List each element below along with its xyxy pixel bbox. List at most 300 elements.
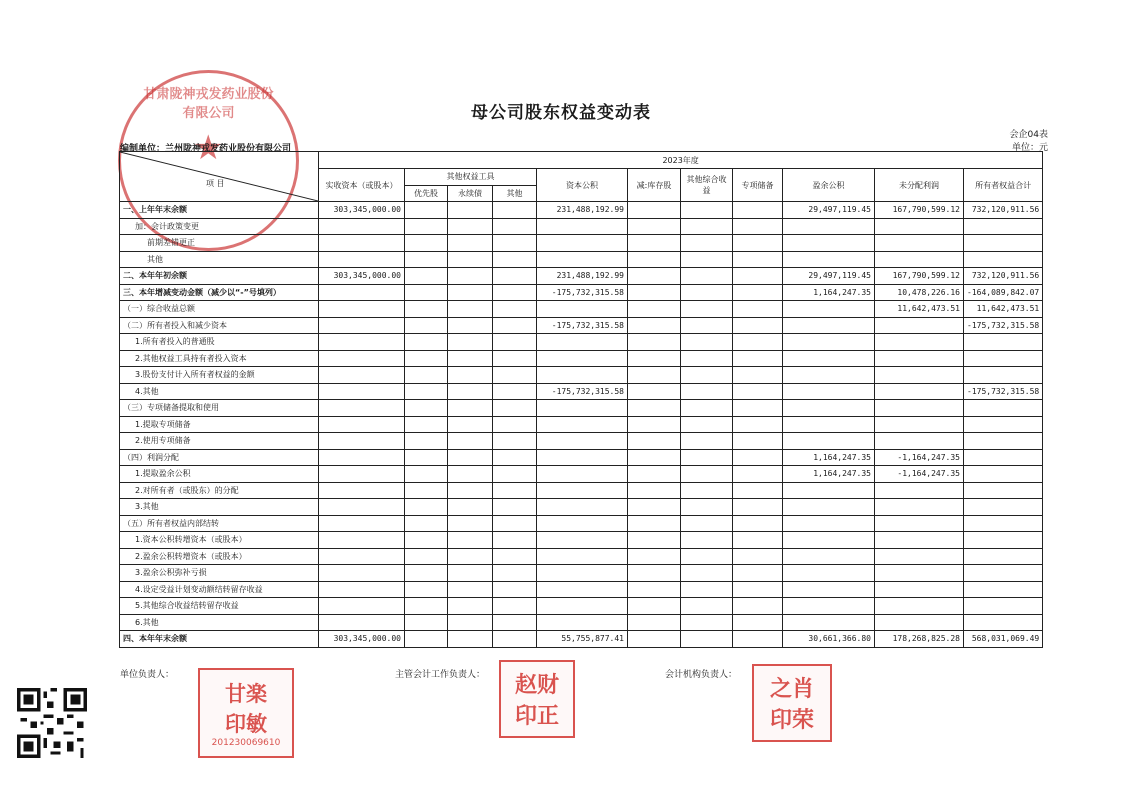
cell-oth — [493, 548, 537, 565]
signature-stamp-2 — [499, 660, 575, 738]
cell-retained — [875, 581, 964, 598]
cell-special — [733, 482, 783, 499]
cell-total — [964, 598, 1043, 615]
cell-cap — [537, 548, 628, 565]
cell-surplus — [783, 548, 875, 565]
cell-oci — [681, 499, 733, 516]
cell-perp — [448, 499, 493, 516]
cell-special — [733, 499, 783, 516]
cell-oth — [493, 400, 537, 417]
cell-perp — [448, 466, 493, 483]
cell-retained — [875, 317, 964, 334]
cell-pref — [405, 499, 448, 516]
cell-paid — [319, 515, 405, 532]
row-label: 3.其他 — [120, 499, 319, 516]
cell-oth — [493, 482, 537, 499]
table-row — [120, 548, 1043, 565]
cell-total — [964, 334, 1043, 351]
cell-perp — [448, 581, 493, 598]
cell-oci — [681, 268, 733, 285]
cell-surplus — [783, 383, 875, 400]
cell-surplus — [783, 433, 875, 450]
cell-retained: -1,164,247.35 — [875, 449, 964, 466]
cell-retained: 11,642,473.51 — [875, 301, 964, 318]
cell-oci — [681, 548, 733, 565]
cell-cap: -175,732,315.58 — [537, 383, 628, 400]
cell-oth — [493, 334, 537, 351]
cell-perp — [448, 202, 493, 219]
cell-retained — [875, 218, 964, 235]
cell-perp — [448, 251, 493, 268]
cell-cap — [537, 235, 628, 252]
cell-perp — [448, 218, 493, 235]
cell-paid: 303,345,000.00 — [319, 631, 405, 648]
cell-surplus — [783, 317, 875, 334]
cell-paid — [319, 581, 405, 598]
cell-cap: 231,488,192.99 — [537, 202, 628, 219]
treasury-header: 减:库存股 — [628, 169, 681, 202]
cell-pref — [405, 251, 448, 268]
cell-paid — [319, 416, 405, 433]
cell-oci — [681, 400, 733, 417]
cell-oci — [681, 598, 733, 615]
cell-perp — [448, 631, 493, 648]
cell-retained — [875, 433, 964, 450]
stamp-1-line-2: 印敏 — [225, 712, 267, 736]
cell-paid — [319, 548, 405, 565]
cell-paid — [319, 449, 405, 466]
paid-in-header: 实收资本（或股本） — [319, 169, 405, 202]
cell-pref — [405, 598, 448, 615]
cell-paid — [319, 383, 405, 400]
cell-retained — [875, 565, 964, 582]
cell-oth — [493, 367, 537, 384]
cell-surplus — [783, 482, 875, 499]
stamp-1-line-3: 201230069610 — [211, 738, 281, 748]
cell-cap — [537, 449, 628, 466]
cell-cap — [537, 301, 628, 318]
org-label: 编制单位：兰州陇神戎发药业股份有限公司 — [120, 144, 292, 154]
cell-perp — [448, 350, 493, 367]
cell-pref — [405, 284, 448, 301]
cell-retained — [875, 598, 964, 615]
cell-surplus — [783, 614, 875, 631]
cell-pref — [405, 548, 448, 565]
cell-pref — [405, 268, 448, 285]
table-row — [120, 433, 1043, 450]
cell-retained: -1,164,247.35 — [875, 466, 964, 483]
cell-pref — [405, 350, 448, 367]
cell-total: 732,120,911.56 — [964, 268, 1043, 285]
special-reserve-header: 专项储备 — [733, 169, 783, 202]
other-header: 其他 — [493, 185, 537, 202]
cell-treas — [628, 631, 681, 648]
cell-special — [733, 548, 783, 565]
row-label: 6.其他 — [120, 614, 319, 631]
cell-pref — [405, 614, 448, 631]
stamp-2-line-1: 赵财 — [514, 673, 559, 698]
cell-paid — [319, 334, 405, 351]
table-row — [120, 482, 1043, 499]
table-row — [120, 581, 1043, 598]
cell-cap — [537, 466, 628, 483]
cell-oci — [681, 515, 733, 532]
cell-special — [733, 631, 783, 648]
table-row — [120, 532, 1043, 549]
cell-perp — [448, 532, 493, 549]
cell-cap — [537, 400, 628, 417]
unit-head-label: 单位负责人： — [120, 670, 175, 680]
cell-total: 11,642,473.51 — [964, 301, 1043, 318]
cell-treas — [628, 499, 681, 516]
table-row — [120, 631, 1043, 648]
cell-cap — [537, 334, 628, 351]
total-header: 所有者权益合计 — [964, 169, 1043, 202]
cell-total: -175,732,315.58 — [964, 383, 1043, 400]
cell-special — [733, 515, 783, 532]
perpetual-header: 永续债 — [448, 185, 493, 202]
cell-oci — [681, 367, 733, 384]
cell-cap — [537, 499, 628, 516]
stamp-3-line-1: 之肖 — [769, 677, 814, 702]
cell-perp — [448, 433, 493, 450]
cell-special — [733, 598, 783, 615]
table-row — [120, 449, 1043, 466]
cell-oci — [681, 251, 733, 268]
cell-oth — [493, 581, 537, 598]
cell-surplus: 1,164,247.35 — [783, 449, 875, 466]
other-equity-header: 其他权益工具 — [405, 169, 537, 186]
row-label: 1.提取盈余公积 — [120, 466, 319, 483]
cell-retained: 178,268,825.28 — [875, 631, 964, 648]
table-row — [120, 301, 1043, 318]
cell-retained — [875, 334, 964, 351]
cell-treas — [628, 449, 681, 466]
cell-surplus — [783, 350, 875, 367]
cell-oci — [681, 433, 733, 450]
cell-paid — [319, 499, 405, 516]
cell-total — [964, 367, 1043, 384]
equity-change-table — [119, 151, 1043, 648]
cell-oth — [493, 202, 537, 219]
cell-treas — [628, 515, 681, 532]
row-label: （一）综合收益总额 — [120, 301, 319, 318]
table-row — [120, 565, 1043, 582]
cell-treas — [628, 284, 681, 301]
table-row — [120, 466, 1043, 483]
cell-perp — [448, 268, 493, 285]
cell-pref — [405, 301, 448, 318]
cell-cap — [537, 482, 628, 499]
cell-cap — [537, 565, 628, 582]
cell-total — [964, 614, 1043, 631]
cell-treas — [628, 416, 681, 433]
cell-total — [964, 515, 1043, 532]
row-label: （二）所有者投入和减少资本 — [120, 317, 319, 334]
cell-treas — [628, 202, 681, 219]
cell-paid — [319, 433, 405, 450]
table-row — [120, 284, 1043, 301]
cell-retained: 167,790,599.12 — [875, 202, 964, 219]
cell-oci — [681, 235, 733, 252]
cell-treas — [628, 268, 681, 285]
table-body — [120, 202, 1043, 648]
cell-paid — [319, 400, 405, 417]
stamp-3-line-2: 印荣 — [769, 708, 814, 733]
row-label: 2.盈余公积转增资本（或股本） — [120, 548, 319, 565]
cell-oth — [493, 598, 537, 615]
cell-pref — [405, 202, 448, 219]
cell-paid — [319, 614, 405, 631]
cell-paid — [319, 251, 405, 268]
cell-oth — [493, 565, 537, 582]
cell-perp — [448, 482, 493, 499]
cell-oth — [493, 631, 537, 648]
unit-label: 单位：元 — [1011, 143, 1048, 153]
cell-oci — [681, 334, 733, 351]
cell-oth — [493, 350, 537, 367]
cell-total: -164,089,842.07 — [964, 284, 1043, 301]
cell-total — [964, 532, 1043, 549]
row-label: 4.设定受益计划变动额结转留存收益 — [120, 581, 319, 598]
cell-treas — [628, 218, 681, 235]
cell-special — [733, 416, 783, 433]
table-row — [120, 235, 1043, 252]
cell-surplus: 29,497,119.45 — [783, 202, 875, 219]
cell-perp — [448, 614, 493, 631]
cell-perp — [448, 284, 493, 301]
cell-cap — [537, 598, 628, 615]
cell-surplus — [783, 565, 875, 582]
cell-special — [733, 367, 783, 384]
cell-retained — [875, 515, 964, 532]
cell-treas — [628, 598, 681, 615]
cell-special — [733, 268, 783, 285]
cell-treas — [628, 317, 681, 334]
table-row — [120, 268, 1043, 285]
cell-surplus — [783, 416, 875, 433]
cell-retained — [875, 383, 964, 400]
cell-surplus — [783, 515, 875, 532]
cell-treas — [628, 581, 681, 598]
cell-pref — [405, 581, 448, 598]
cell-paid — [319, 317, 405, 334]
cell-surplus — [783, 367, 875, 384]
cell-total — [964, 581, 1043, 598]
row-label: （四）利润分配 — [120, 449, 319, 466]
cell-retained: 167,790,599.12 — [875, 268, 964, 285]
cell-perp — [448, 400, 493, 417]
cell-retained — [875, 235, 964, 252]
page-title: 母公司股东权益变动表 — [471, 103, 651, 123]
cell-pref — [405, 482, 448, 499]
cell-treas — [628, 614, 681, 631]
cell-surplus: 1,164,247.35 — [783, 284, 875, 301]
row-label: 其他 — [120, 251, 319, 268]
cell-oci — [681, 614, 733, 631]
cell-paid — [319, 565, 405, 582]
cell-oci — [681, 218, 733, 235]
table-row — [120, 515, 1043, 532]
cell-retained: 10,478,226.16 — [875, 284, 964, 301]
cell-perp — [448, 548, 493, 565]
cell-special — [733, 284, 783, 301]
cell-oth — [493, 499, 537, 516]
cell-special — [733, 614, 783, 631]
table-row — [120, 416, 1043, 433]
cell-pref — [405, 631, 448, 648]
cell-total — [964, 548, 1043, 565]
stamp-2-line-2: 印正 — [514, 704, 559, 729]
row-label: 2.使用专项储备 — [120, 433, 319, 450]
cell-retained — [875, 367, 964, 384]
cell-perp — [448, 367, 493, 384]
cell-surplus — [783, 581, 875, 598]
cell-treas — [628, 433, 681, 450]
cell-special — [733, 251, 783, 268]
cell-cap — [537, 515, 628, 532]
cell-perp — [448, 449, 493, 466]
accounting-head-label: 主管会计工作负责人： — [395, 670, 486, 680]
cell-special — [733, 433, 783, 450]
cell-surplus — [783, 499, 875, 516]
table-row — [120, 598, 1043, 615]
cell-treas — [628, 301, 681, 318]
cell-cap — [537, 251, 628, 268]
cell-paid — [319, 532, 405, 549]
cell-cap — [537, 350, 628, 367]
cell-cap — [537, 581, 628, 598]
cell-oci — [681, 532, 733, 549]
row-label: 三、本年增减变动金额（减少以“-”号填列） — [120, 284, 319, 301]
row-label: 3.股份支付计入所有者权益的金额 — [120, 367, 319, 384]
cell-total — [964, 565, 1043, 582]
row-label: 1.资本公积转增资本（或股本） — [120, 532, 319, 549]
cell-pref — [405, 400, 448, 417]
row-label: （五）所有者权益内部结转 — [120, 515, 319, 532]
cell-paid — [319, 350, 405, 367]
cell-perp — [448, 565, 493, 582]
cell-total — [964, 433, 1043, 450]
cell-pref — [405, 383, 448, 400]
table-row — [120, 400, 1043, 417]
cell-perp — [448, 416, 493, 433]
table-row — [120, 383, 1043, 400]
cell-special — [733, 449, 783, 466]
cell-treas — [628, 466, 681, 483]
cell-cap — [537, 433, 628, 450]
table-row — [120, 334, 1043, 351]
star-icon: ★ — [193, 128, 224, 168]
cell-special — [733, 581, 783, 598]
cell-paid — [319, 598, 405, 615]
cell-surplus: 1,164,247.35 — [783, 466, 875, 483]
cell-paid — [319, 284, 405, 301]
cell-treas — [628, 565, 681, 582]
cell-paid — [319, 235, 405, 252]
row-label: 5.其他综合收益结转留存收益 — [120, 598, 319, 615]
cell-paid — [319, 482, 405, 499]
cell-cap: 231,488,192.99 — [537, 268, 628, 285]
row-label: 加：会计政策变更 — [120, 218, 319, 235]
cell-oci — [681, 449, 733, 466]
cell-surplus — [783, 301, 875, 318]
cell-paid — [319, 367, 405, 384]
cell-treas — [628, 532, 681, 549]
cell-retained — [875, 350, 964, 367]
cell-cap — [537, 416, 628, 433]
cell-oci — [681, 284, 733, 301]
row-label: （三）专项储备提取和使用 — [120, 400, 319, 417]
row-label: 2.其他权益工具持有者投入资本 — [120, 350, 319, 367]
row-label: 3.盈余公积弥补亏损 — [120, 565, 319, 582]
cell-surplus — [783, 334, 875, 351]
cell-retained — [875, 499, 964, 516]
row-label: 四、本年年末余额 — [120, 631, 319, 648]
cell-pref — [405, 515, 448, 532]
cell-retained — [875, 482, 964, 499]
cell-oth — [493, 383, 537, 400]
cell-special — [733, 565, 783, 582]
cell-cap — [537, 532, 628, 549]
cell-cap — [537, 367, 628, 384]
cell-total — [964, 449, 1043, 466]
oci-header: 其他综合收益 — [681, 169, 733, 202]
qr-code-icon — [17, 688, 87, 758]
cell-surplus — [783, 235, 875, 252]
cell-paid: 303,345,000.00 — [319, 202, 405, 219]
table-row — [120, 367, 1043, 384]
cell-special — [733, 532, 783, 549]
cell-pref — [405, 433, 448, 450]
cell-total: 732,120,911.56 — [964, 202, 1043, 219]
cell-oci — [681, 482, 733, 499]
table-row — [120, 614, 1043, 631]
cell-special — [733, 235, 783, 252]
cell-oth — [493, 466, 537, 483]
cell-perp — [448, 598, 493, 615]
signature-stamp-1 — [198, 668, 294, 758]
cell-special — [733, 350, 783, 367]
cell-oth — [493, 515, 537, 532]
cell-oth — [493, 532, 537, 549]
cell-retained — [875, 251, 964, 268]
cell-special — [733, 301, 783, 318]
preferred-header: 优先股 — [405, 185, 448, 202]
cell-oci — [681, 581, 733, 598]
cell-oth — [493, 614, 537, 631]
cell-oci — [681, 350, 733, 367]
row-label: 前期差错更正 — [120, 235, 319, 252]
cell-surplus: 30,661,366.80 — [783, 631, 875, 648]
form-code: 会企04表 — [1009, 130, 1048, 140]
cell-cap: -175,732,315.58 — [537, 317, 628, 334]
cell-perp — [448, 317, 493, 334]
cell-pref — [405, 449, 448, 466]
cell-pref — [405, 565, 448, 582]
cell-perp — [448, 515, 493, 532]
cell-oci — [681, 631, 733, 648]
cell-pref — [405, 317, 448, 334]
cell-perp — [448, 334, 493, 351]
period-header: 2023年度 — [319, 152, 1043, 169]
row-label: 1.所有者投入的普通股 — [120, 334, 319, 351]
cell-surplus — [783, 598, 875, 615]
table-row — [120, 317, 1043, 334]
cell-oth — [493, 301, 537, 318]
cell-cap — [537, 218, 628, 235]
cell-total: 568,031,069.49 — [964, 631, 1043, 648]
